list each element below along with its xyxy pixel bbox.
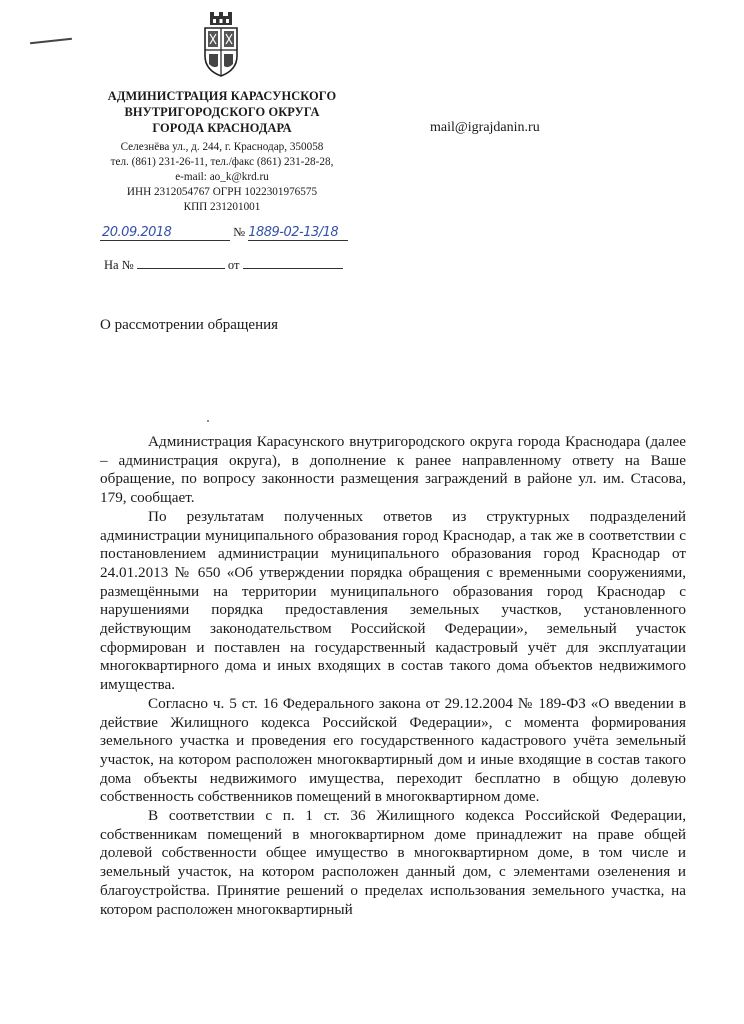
contact-details — [80, 140, 364, 215]
body-paragraph: Согласно ч. 5 ст. 16 Федерального закона от 29.12.2004 № 189-ФЗ «О введении в действие Жилищного кодекса Российской Федерации», с момента формирования земельного участка и проведения его государственного кадастрового учёта земельный участок, на котором расположен многоквартирный дом и иные входящие в состав такого дома объекты недвижимого имущества, переходит бесплатно в общую долевую собственность собственников помещений в многоквартирном доме. — [100, 694, 686, 806]
org-name-line: ГОРОДА КРАСНОДАРА — [152, 121, 292, 135]
org-name-line: АДМИНИСТРАЦИЯ КАРАСУНСКОГО — [107, 89, 337, 103]
reference-line — [104, 258, 343, 273]
letter-subject: О рассмотрении обращения — [100, 317, 279, 333]
reference-number-blank — [137, 267, 225, 269]
reference-date-label: от — [227, 258, 240, 272]
body-paragraph: Администрация Карасунского внутригородского округа города Краснодара (далее – администрация округа), в дополнение к ранее направленному ответу на Ваше обращение, по вопросу законности размещения заграждений в районе ул. им. Стасова, 179, сообщает. — [100, 433, 686, 507]
pen-mark — [30, 38, 72, 44]
reference-date-blank — [243, 267, 343, 269]
body-paragraph: В соответствии с п. 1 ст. 36 Жилищного кодекса Российской Федерации, собственникам помещений в многоквартирном доме принадлежит на праве общей долевой собственности общее имущество в многоквартирном доме, в том числе и земельный участок, на котором расположен данный дом, с элементами озеленения и благоустройства. Принятие решений о пределах использования земельного участка, на котором расположен многоквартирный — [100, 807, 686, 918]
letter-body — [100, 433, 686, 919]
reference-number-label: На № — [104, 258, 134, 272]
handwritten-number: 1889-02-13/18 — [248, 225, 348, 241]
org-name-line: ВНУТРИГОРОДСКОГО ОКРУГА — [124, 105, 320, 119]
kpp: КПП 231201001 — [183, 201, 261, 213]
organization-name — [80, 88, 364, 136]
inn-ogrn: ИНН 2312054767 ОГРН 1022301976575 — [126, 186, 318, 198]
body-paragraph: По результатам полученных ответов из структурных подразделений администрации муниципального образования город Краснодар, а так же в соответствии с постановлением администрации муниципального образования город Краснодар от 24.01.2013 № 650 «Об утверждении порядка обращения с временными сооружениями, размещёнными на территории муниципального образования город Краснодар с нарушениями порядка предоставления земельных участков, установленного действующим законодательством Российской Федерации», земельный участок сформирован и поставлен на государственный кадастровый учёт для эксплуатации многоквартирного дома и иных входящих в состав такого дома объектов недвижимого имущества. — [100, 507, 686, 694]
letterhead — [80, 88, 364, 215]
number-label: № — [233, 225, 246, 239]
registration-line — [100, 225, 348, 241]
email: e-mail: ao_k@krd.ru — [175, 171, 269, 183]
speck — [207, 420, 209, 422]
coat-of-arms-icon — [202, 12, 240, 78]
address: Селезнёва ул., д. 244, г. Краснодар, 350058 — [120, 141, 324, 153]
handwritten-date: 20.09.2018 — [100, 225, 230, 241]
phone-numbers: тел. (861) 231-26-11, тел./факс (861) 231-28-28, — [110, 156, 334, 168]
addressee: mail@igrajdanin.ru — [430, 120, 540, 135]
